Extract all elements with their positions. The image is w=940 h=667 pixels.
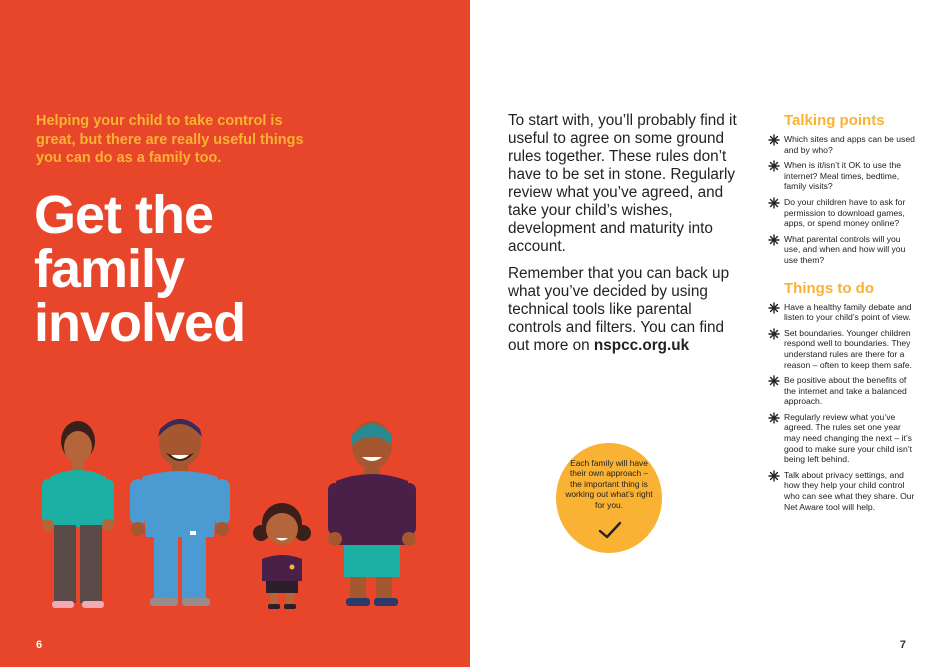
page-number-left: 6 [36,639,43,651]
list-item: Be positive about the benefits of the internet and take a balanced approach. [768,375,918,407]
daughter-figure [253,503,311,609]
list-item: Which sites and apps can be used and by who? [768,134,918,155]
right-page [470,0,940,667]
asterisk-icon [768,328,780,340]
list-item: What parental controls will you use, and when and how will you use them? [768,234,918,266]
check-mark-icon [598,521,622,539]
asterisk-icon [768,234,780,246]
page-number-right: 7 [899,639,906,651]
asterisk-icon [768,302,780,314]
asterisk-icon [768,470,780,482]
asterisk-icon [768,160,780,172]
paragraph-1: To start with, you’ll probably find it useful to agree on some ground rules together. These rules don’t have to be set in stone. Regularly review what you’ve agreed, and take your child’s wishes, development and maturity into account. [508,112,737,255]
asterisk-icon [768,197,780,209]
son-figure [328,421,416,606]
intro-text: Helping your child to take control is great, but there are really useful things you can do as a family too. [36,113,304,166]
body-text [508,112,740,364]
list-item: Set boundaries. Younger children respond well to boundaries. They understand rules are there for a reason – often to keep them safe. [768,328,918,370]
quote-badge [556,443,662,553]
side-column [768,112,918,526]
family-illustration [30,405,450,620]
list-item: Regularly review what you’ve agreed. The rules set one year may need changing the next – it’s good to make sure your child isn’t being left behind. [768,412,918,465]
list-item: When is it/isn’t it OK to use the internet? Meal times, bedtime, family visits? [768,160,918,192]
paragraph-2 [508,265,740,355]
father-figure [130,419,230,606]
title-line-2: family [34,239,185,299]
list-item: Talk about privacy settings, and how they help your child control who can see what they share. Our Net Aware tool will help. [768,470,918,512]
things-to-do-heading: Things to do [784,279,874,297]
quote-text: Each family will have their own approach – the important thing is working out what’s right for you. [565,458,653,510]
things-to-do-list [768,302,918,513]
list-item: Have a healthy family debate and listen to your child’s point of view. [768,302,918,323]
talking-points-list [768,134,918,266]
list-item: Do your children have to ask for permission to download games, apps, or spend money online? [768,197,918,229]
paragraph-2-text: Remember that you can back up what you’ve decided by using technical tools like parental controls and filters. You can find out more on [508,265,730,354]
page-title [34,185,334,353]
asterisk-icon [768,412,780,424]
mother-figure [42,421,114,608]
title-line-3: involved [34,293,246,353]
asterisk-icon [768,134,780,146]
asterisk-icon [768,375,780,387]
talking-points-heading: Talking points [784,112,885,129]
nspcc-link[interactable]: nspcc.org.uk [593,337,690,354]
title-line-1: Get the [34,185,214,245]
